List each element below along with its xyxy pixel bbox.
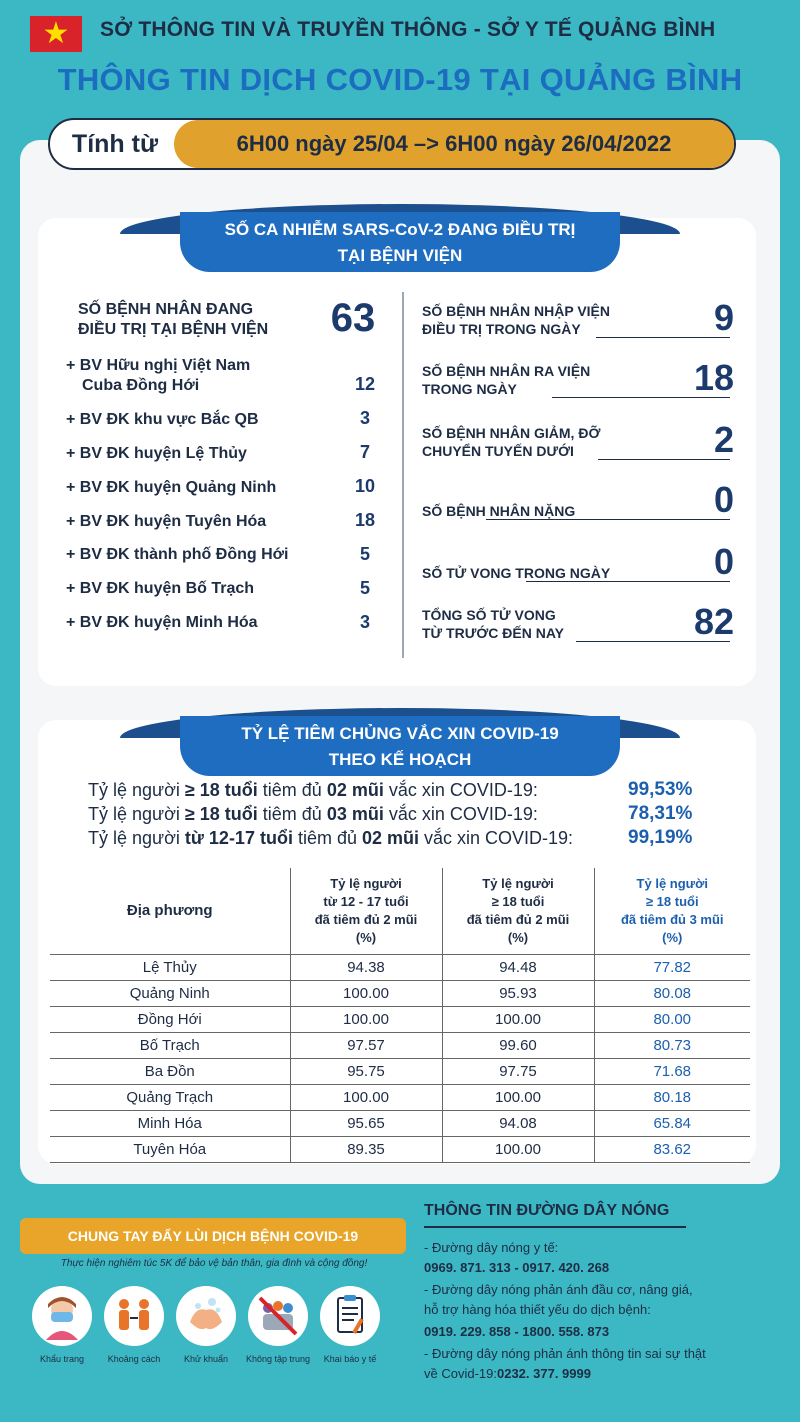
hospital-item: + BV ĐK huyện Quảng Ninh <box>66 479 277 496</box>
table-cell: 89.35 <box>290 1136 442 1162</box>
vaccine-banner <box>120 708 680 778</box>
vaccination-rate-row: Tỷ lệ người ≥ 18 tuổi tiêm đủ 02 mũi vắc xin COVID-19: <box>88 780 538 800</box>
table-row <box>50 1006 750 1032</box>
hotline-health-label: - Đường dây nóng y tế: <box>424 1240 559 1255</box>
hotline-price-numbers: 0919. 229. 858 - 1800. 558. 873 <box>424 1324 610 1339</box>
mask-icon <box>32 1286 92 1346</box>
table-row <box>50 1032 750 1058</box>
table-cell: 100.00 <box>290 1084 442 1110</box>
vaccination-rate-value: 99,53% <box>628 779 693 800</box>
table-cell: Tuyên Hóa <box>50 1136 290 1162</box>
hospital-item: + BV ĐK khu vực Bắc QB <box>66 411 259 428</box>
vaccination-rate-row: Tỷ lệ người ≥ 18 tuổi tiêm đủ 03 mũi vắc xin COVID-19: <box>88 804 538 824</box>
treatment-banner-line1: SỐ CA NHIỄM SARS-CoV-2 ĐANG ĐIỀU TRỊ <box>224 220 576 239</box>
health-declaration-icon <box>320 1286 380 1346</box>
table-cell: 100.00 <box>442 1084 594 1110</box>
hand-wash-icon <box>176 1286 236 1346</box>
stat-label: TỔNG SỐ TỬ VONG TỪ TRƯỚC ĐẾN NAY <box>422 607 564 641</box>
table-header: Tỷ lệ người từ 12 - 17 tuổi đã tiêm đủ 2 mũi (%) <box>290 868 442 954</box>
stat-value: 2 <box>713 419 734 460</box>
hospital-value: 18 <box>354 510 376 530</box>
table-cell: 80.18 <box>594 1084 750 1110</box>
table-cell: 100.00 <box>442 1136 594 1162</box>
vaccination-rate-row: Tỷ lệ người từ 12-17 tuổi tiêm đủ 02 mũi vắc xin COVID-19: <box>88 828 574 848</box>
hospital-value: 10 <box>354 476 376 496</box>
hospital-value: 7 <box>359 442 370 462</box>
campaign-subtitle: Thực hiện nghiêm túc 5K để bảo vệ bản thân, gia đình và cộng đồng! <box>60 1258 368 1269</box>
hospital-value: 3 <box>359 408 370 428</box>
hospital-item: + BV Hữu nghị Việt Nam Cuba Đồng Hới <box>66 357 251 394</box>
table-cell: 97.75 <box>442 1058 594 1084</box>
distance-icon <box>104 1286 164 1346</box>
table-cell: 80.73 <box>594 1032 750 1058</box>
table-cell: 94.48 <box>442 954 594 980</box>
page-title: THÔNG TIN DỊCH COVID-19 TẠI QUẢNG BÌNH <box>57 62 743 97</box>
treatment-banner-line2: TẠI BỆNH VIỆN <box>337 246 463 265</box>
table-cell: 94.08 <box>442 1110 594 1136</box>
table-cell: Ba Đồn <box>50 1058 290 1084</box>
hospital-value: 3 <box>359 612 370 632</box>
stat-value: 18 <box>693 357 734 398</box>
vaccination-rate-value: 99,19% <box>628 827 693 848</box>
table-cell: 95.75 <box>290 1058 442 1084</box>
stat-value: 0 <box>713 479 734 520</box>
table-cell: 95.93 <box>442 980 594 1006</box>
vietnam-flag-icon <box>30 16 82 52</box>
hospital-value: 12 <box>354 374 376 394</box>
table-row <box>50 1058 750 1084</box>
flag-star-icon: ★ <box>42 17 70 50</box>
stat-label: SỐ BỆNH NHÂN RA VIỆN TRONG NGÀY <box>422 363 591 397</box>
table-row <box>50 954 750 980</box>
table-row <box>50 1110 750 1136</box>
hotline-title: THÔNG TIN ĐƯỜNG DÂY NÓNG <box>424 1202 670 1219</box>
hospital-item: + BV ĐK thành phố Đồng Hới <box>66 546 289 563</box>
table-cell: Đồng Hới <box>50 1006 290 1032</box>
hotline-misinfo-number: 0232. 377. 9999 <box>496 1366 591 1381</box>
table-cell: Quảng Ninh <box>50 980 290 1006</box>
organization-name: SỞ THÔNG TIN VÀ TRUYỀN THÔNG - SỞ Y TẾ QUẢNG BÌNH <box>100 18 716 41</box>
table-cell: 80.00 <box>594 1006 750 1032</box>
hospital-item: + BV ĐK huyện Tuyên Hóa <box>66 513 267 530</box>
campaign-item-label: Khẩu trang <box>39 1354 85 1364</box>
hotline-misinfo-label-1: - Đường dây nóng phản ánh thông tin sai sự thật <box>424 1346 706 1361</box>
date-range-pill <box>48 118 736 170</box>
stat-value: 0 <box>713 541 734 582</box>
total-treatment-label: SỐ BỆNH NHÂN ĐANG ĐIỀU TRỊ TẠI BỆNH VIỆN <box>78 301 269 338</box>
stat-label: SỐ TỬ VONG TRONG NGÀY <box>422 565 611 581</box>
vaccination-table <box>50 868 750 1163</box>
table-cell: 99.60 <box>442 1032 594 1058</box>
table-row <box>50 980 750 1006</box>
table-cell: 77.82 <box>594 954 750 980</box>
date-label: Tính từ <box>71 130 159 158</box>
vaccination-rate-value: 78,31% <box>628 803 693 824</box>
table-cell: 97.57 <box>290 1032 442 1058</box>
hospital-item: + BV ĐK huyện Bố Trạch <box>66 580 255 597</box>
table-cell: 80.08 <box>594 980 750 1006</box>
table-header: Địa phương <box>126 901 213 919</box>
hotline-misinfo-label-2: về Covid-19:0232. 377. 9999 <box>424 1366 591 1381</box>
hotline-health-numbers: 0969. 871. 313 - 0917. 420. 268 <box>424 1260 610 1275</box>
stat-label: SỐ BỆNH NHÂN NHẬP VIỆN ĐIỀU TRỊ TRONG NGÀY <box>422 303 610 337</box>
table-cell: 71.68 <box>594 1058 750 1084</box>
hotline-price-label-2: hỗ trợ hàng hóa thiết yếu do dịch bệnh: <box>424 1302 651 1317</box>
campaign-item-label: Khoảng cách <box>107 1354 161 1364</box>
stat-value: 82 <box>693 601 734 642</box>
table-cell: Lệ Thủy <box>50 954 290 980</box>
table-cell: 94.38 <box>290 954 442 980</box>
table-header: Tỷ lệ người ≥ 18 tuổi đã tiêm đủ 2 mũi (%) <box>442 868 594 954</box>
table-row <box>50 1084 750 1110</box>
table-cell: 65.84 <box>594 1110 750 1136</box>
vaccine-banner-line2: THEO KẾ HOẠCH <box>328 750 472 769</box>
no-crowd-icon <box>248 1286 308 1346</box>
stat-label: SỐ BỆNH NHÂN NẶNG <box>422 503 576 519</box>
treatment-banner <box>120 204 680 274</box>
table-cell: Minh Hóa <box>50 1110 290 1136</box>
date-range: 6H00 ngày 25/04 –> 6H00 ngày 26/04/2022 <box>174 120 734 168</box>
table-header: Tỷ lệ người ≥ 18 tuổi đã tiêm đủ 3 mũi (%) <box>594 868 750 954</box>
hospital-item: + BV ĐK huyện Lệ Thủy <box>66 445 247 462</box>
hospital-value: 5 <box>359 578 370 598</box>
table-cell: Bố Trạch <box>50 1032 290 1058</box>
total-treatment-value: 63 <box>330 296 376 340</box>
vaccine-banner-line1: TỶ LỆ TIÊM CHỦNG VẮC XIN COVID-19 <box>241 724 559 743</box>
campaign-item-label: Không tập trung <box>245 1354 311 1364</box>
table-cell: 83.62 <box>594 1136 750 1162</box>
hospital-value: 5 <box>359 544 370 564</box>
table-cell: 100.00 <box>442 1006 594 1032</box>
stat-value: 9 <box>713 297 734 338</box>
vertical-divider <box>402 292 404 658</box>
table-cell: 100.00 <box>290 980 442 1006</box>
hospital-item: + BV ĐK huyện Minh Hóa <box>66 614 258 631</box>
stat-label: SỐ BỆNH NHÂN GIẢM, ĐỠ CHUYỂN TUYẾN DƯỚI <box>422 425 601 459</box>
campaign-item-label: Khai báo y tế <box>323 1354 377 1364</box>
hotline-underline <box>424 1226 686 1228</box>
table-row <box>50 1136 750 1162</box>
hotline-price-label-1: - Đường dây nóng phản ánh đầu cơ, nâng giá, <box>424 1282 693 1297</box>
table-cell: 95.65 <box>290 1110 442 1136</box>
campaign-slogan: CHUNG TAY ĐẨY LÙI DỊCH BỆNH COVID-19 <box>20 1218 406 1254</box>
campaign-item-label: Khử khuẩn <box>183 1354 229 1364</box>
table-cell: 100.00 <box>290 1006 442 1032</box>
table-cell: Quảng Trạch <box>50 1084 290 1110</box>
